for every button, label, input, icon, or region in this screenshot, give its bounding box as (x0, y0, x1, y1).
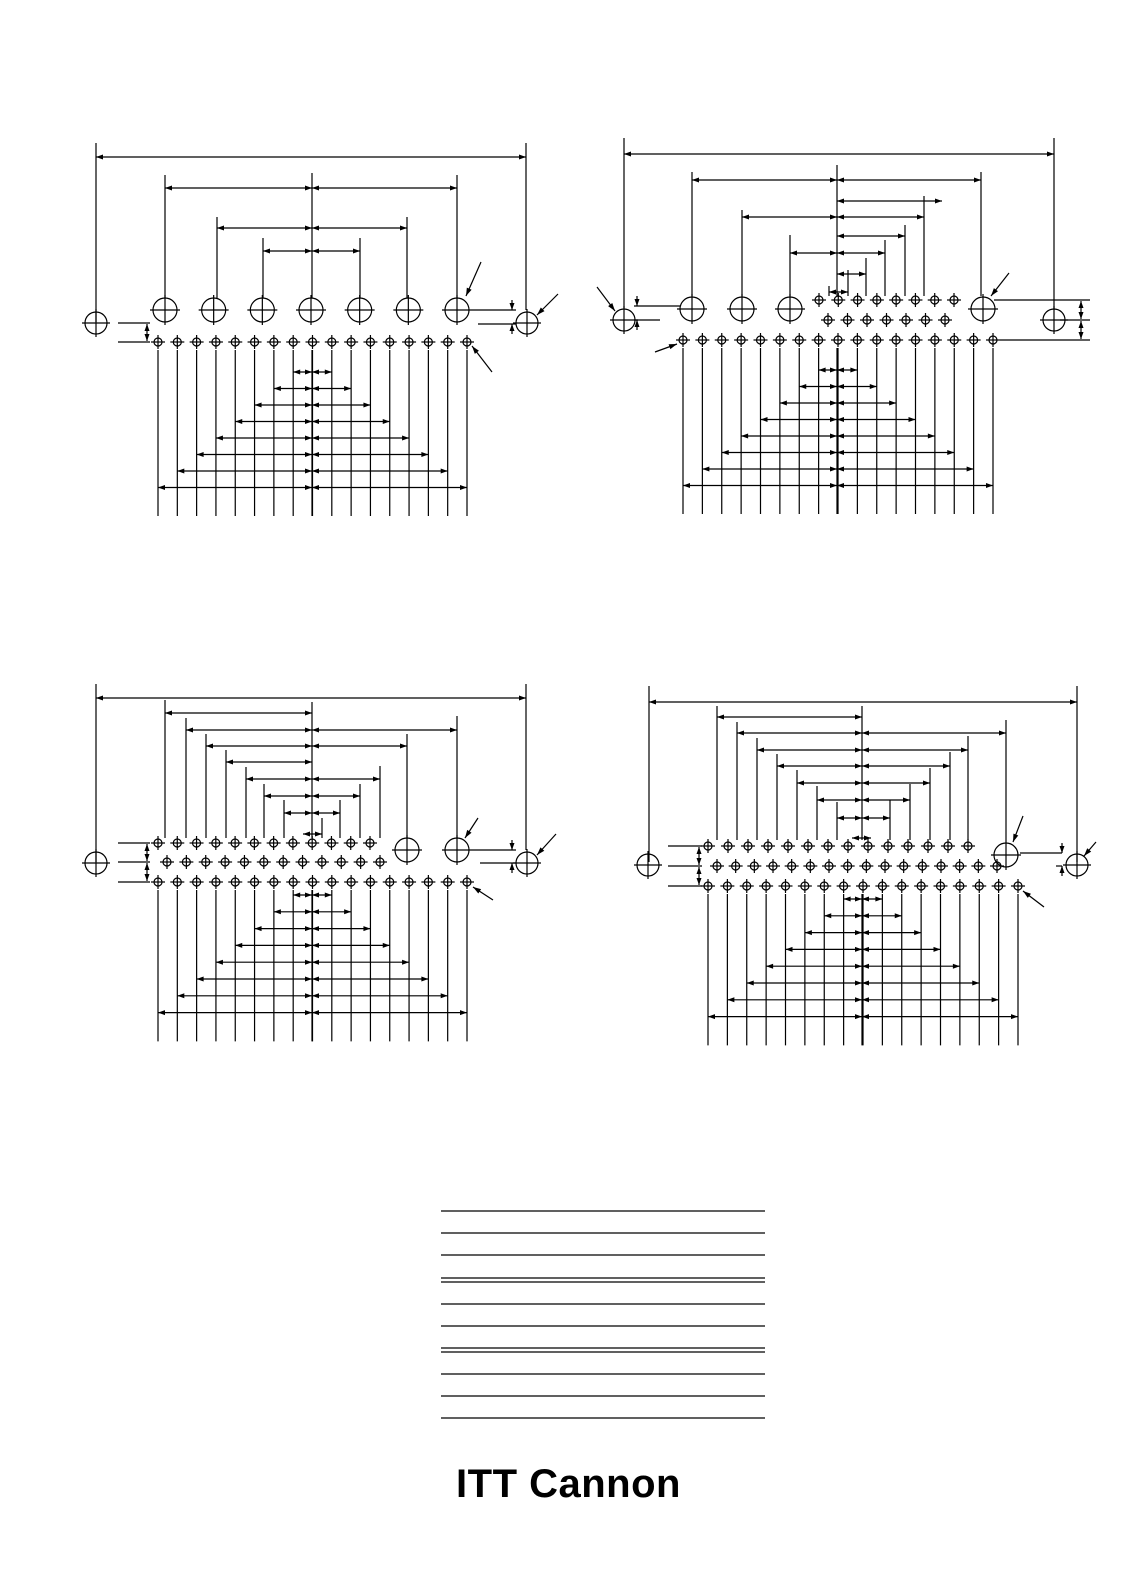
small-contact-a3 (851, 293, 865, 307)
small-contact-3 (190, 335, 204, 349)
small-contact-a7 (928, 293, 942, 307)
contact-row3-8 (837, 879, 851, 893)
contact-row3-5 (228, 875, 242, 889)
small-contact-c16 (967, 333, 981, 347)
contact-row3-2 (720, 879, 734, 893)
contact-row2-11 (354, 855, 368, 869)
small-contact-c14 (928, 333, 942, 347)
contact-row1-6 (801, 839, 815, 853)
contact-row2-16 (990, 859, 1004, 873)
large-contact-5 (345, 295, 375, 325)
vertical-dimension (145, 863, 150, 881)
row-spacing-dimension (145, 324, 150, 341)
contact-row2-9 (859, 859, 873, 873)
contact-row1-2 (721, 839, 735, 853)
contact-row2-4 (218, 855, 232, 869)
small-contact-c7 (792, 333, 806, 347)
large-contact-1 (150, 295, 180, 325)
small-contact-a2 (831, 293, 845, 307)
contact-row3-14 (953, 879, 967, 893)
contact-row3-1 (701, 879, 715, 893)
contact-row3-3 (190, 875, 204, 889)
contact-row2-14 (953, 859, 967, 873)
dimension-line (165, 711, 312, 716)
small-contact-b7 (938, 313, 952, 327)
small-contact-14 (402, 335, 416, 349)
leader-arrow (597, 287, 615, 311)
small-contact-c8 (812, 333, 826, 347)
small-contact-9 (306, 335, 320, 349)
small-contact-11 (344, 335, 358, 349)
small-contact-6 (248, 335, 262, 349)
contact-row3-3 (740, 879, 754, 893)
small-contact-c9 (831, 333, 845, 347)
contact-row3-14 (402, 875, 416, 889)
contact-row3-15 (421, 875, 435, 889)
small-contact-5 (228, 335, 242, 349)
large-contact-7 (442, 295, 472, 325)
overall-dimension (96, 696, 526, 701)
small-contact-b6 (919, 313, 933, 327)
contact-row1-12 (921, 839, 935, 853)
overall-dimension (624, 152, 1054, 157)
small-contact-16 (441, 335, 455, 349)
contact-row3-5 (779, 879, 793, 893)
contact-row3-13 (934, 879, 948, 893)
contact-row1-9 (861, 839, 875, 853)
small-contact-10 (325, 335, 339, 349)
dimension-line (837, 234, 905, 239)
vertical-dimension (697, 867, 702, 885)
contact-row1-9 (305, 836, 319, 850)
small-contact-a4 (870, 293, 884, 307)
contact-row3-12 (363, 875, 377, 889)
contact-row1-6 (247, 836, 261, 850)
leader-arrow (1023, 891, 1044, 907)
contact-row2-10 (878, 859, 892, 873)
contact-row3-12 (914, 879, 928, 893)
contact-row3-9 (306, 875, 320, 889)
large-contact-4 (296, 295, 326, 325)
large-contact-3 (775, 294, 805, 324)
contact-row2-12 (373, 855, 387, 869)
contact-row1-5 (228, 836, 242, 850)
large-contact-2 (442, 835, 472, 865)
contact-row3-6 (248, 875, 262, 889)
dimension-line (206, 744, 407, 749)
leader-arrow (655, 344, 677, 352)
contact-row1-8 (286, 836, 300, 850)
small-contact-b5 (899, 313, 913, 327)
small-contact-b3 (860, 313, 874, 327)
small-contact-13 (383, 335, 397, 349)
layout-bottom-right (634, 686, 1096, 1045)
contact-row3-1 (151, 875, 165, 889)
contact-row3-16 (441, 875, 455, 889)
contact-row1-13 (941, 839, 955, 853)
small-contact-b1 (821, 313, 835, 327)
contact-row1-7 (821, 839, 835, 853)
contact-row1-7 (267, 836, 281, 850)
layout-top-right (597, 138, 1090, 514)
contact-row3-9 (856, 879, 870, 893)
vertical-dimension (145, 844, 150, 861)
contact-row1-4 (761, 839, 775, 853)
small-contact-4 (209, 335, 223, 349)
contact-row1-2 (170, 836, 184, 850)
small-contact-15 (421, 335, 435, 349)
contact-row3-8 (286, 875, 300, 889)
layout-top-left (82, 143, 558, 516)
small-contact-c4 (734, 333, 748, 347)
contact-row2-7 (276, 855, 290, 869)
small-contact-c10 (850, 333, 864, 347)
small-contact-a6 (908, 293, 922, 307)
small-contact-2 (170, 335, 184, 349)
small-contact-c2 (695, 333, 709, 347)
contact-row3-10 (875, 879, 889, 893)
dimension-line (777, 764, 950, 769)
contact-row2-8 (296, 855, 310, 869)
contact-row2-3 (747, 859, 761, 873)
small-contact-17 (460, 335, 474, 349)
small-contact-7 (267, 335, 281, 349)
dimension-line (186, 728, 457, 733)
mounting-hole-right (1063, 851, 1091, 879)
leader-arrow (465, 818, 478, 838)
contact-row1-11 (901, 839, 915, 853)
large-contact-2 (727, 294, 757, 324)
mounting-hole-left (634, 851, 662, 879)
contact-row2-1 (160, 855, 174, 869)
contact-row2-6 (257, 855, 271, 869)
small-contact-a5 (889, 293, 903, 307)
dimension-line (717, 715, 862, 720)
dimension-line (165, 186, 457, 191)
small-contact-c11 (870, 333, 884, 347)
contact-row2-6 (803, 859, 817, 873)
contact-row2-1 (710, 859, 724, 873)
contact-row3-17 (460, 875, 474, 889)
overall-dimension (649, 700, 1077, 705)
vertical-dimension (1079, 321, 1084, 339)
dimension-line (837, 272, 866, 277)
contact-row2-12 (915, 859, 929, 873)
leader-arrow (466, 262, 481, 296)
leader-arrow (537, 294, 558, 315)
contact-row2-5 (785, 859, 799, 873)
contact-row1-14 (961, 839, 975, 853)
contact-row3-2 (170, 875, 184, 889)
contact-row3-7 (817, 879, 831, 893)
small-contact-c17 (986, 333, 1000, 347)
contact-row2-4 (766, 859, 780, 873)
contact-row1-4 (209, 836, 223, 850)
contact-row1-10 (881, 839, 895, 853)
contact-row2-9 (315, 855, 329, 869)
contact-row2-13 (934, 859, 948, 873)
dimension-line (226, 760, 312, 765)
small-contact-c1 (676, 333, 690, 347)
contact-row2-5 (237, 855, 251, 869)
small-contact-b4 (880, 313, 894, 327)
contact-row1-12 (363, 836, 377, 850)
small-contact-a8 (947, 293, 961, 307)
leader-arrow (1084, 842, 1096, 856)
contact-row2-8 (841, 859, 855, 873)
contact-row2-2 (729, 859, 743, 873)
contact-row3-13 (383, 875, 397, 889)
small-contact-c15 (947, 333, 961, 347)
contact-row3-4 (759, 879, 773, 893)
small-contact-c3 (715, 333, 729, 347)
layout-bottom-left (82, 684, 556, 1041)
dimension-line (742, 215, 924, 220)
itt-cannon-logo: ITT Cannon (456, 1462, 681, 1506)
contact-row3-6 (798, 879, 812, 893)
contact-row3-16 (992, 879, 1006, 893)
leader-arrow (1013, 816, 1023, 842)
small-contact-c13 (909, 333, 923, 347)
contact-row1-10 (324, 836, 338, 850)
mounting-hole-left (82, 309, 110, 337)
contact-row3-17 (1011, 879, 1025, 893)
dimension-line (817, 798, 910, 803)
contact-row1-1 (701, 839, 715, 853)
dimension-line (837, 816, 890, 821)
small-contact-c5 (754, 333, 768, 347)
small-contact-c12 (889, 333, 903, 347)
contact-row3-11 (895, 879, 909, 893)
contact-row2-15 (971, 859, 985, 873)
small-contact-1 (151, 335, 165, 349)
large-contact-3 (247, 295, 277, 325)
contact-row2-11 (897, 859, 911, 873)
vertical-dimension (1079, 301, 1084, 319)
large-contact-1 (392, 835, 422, 865)
contact-row2-2 (179, 855, 193, 869)
overall-dimension (96, 155, 526, 160)
contact-row3-10 (325, 875, 339, 889)
large-contact-4 (968, 294, 998, 324)
contact-row1-5 (781, 839, 795, 853)
spec-table (441, 1211, 765, 1418)
contact-row1-11 (344, 836, 358, 850)
leader-arrow (472, 346, 492, 372)
contact-row2-10 (334, 855, 348, 869)
contact-row2-3 (199, 855, 213, 869)
small-contact-a1 (812, 293, 826, 307)
dimension-line (837, 199, 942, 204)
contact-row3-15 (972, 879, 986, 893)
leader-arrow (537, 834, 556, 855)
mounting-hole-right (513, 309, 541, 337)
small-contact-12 (363, 335, 377, 349)
small-contact-8 (286, 335, 300, 349)
large-contact-1 (677, 294, 707, 324)
leader-arrow (473, 887, 493, 900)
mounting-hole-left (82, 849, 110, 877)
leader-arrow (991, 273, 1009, 296)
contact-row3-4 (209, 875, 223, 889)
dimension-line (246, 777, 380, 782)
contact-row1-3 (741, 839, 755, 853)
mounting-hole-right (513, 849, 541, 877)
contact-row1-1 (151, 836, 165, 850)
vertical-dimension (697, 847, 702, 865)
dimension-line (737, 731, 1006, 736)
large-contact-6 (393, 295, 423, 325)
small-contact-b2 (841, 313, 855, 327)
contact-row3-11 (344, 875, 358, 889)
large-contact-2 (199, 295, 229, 325)
contact-row1-3 (190, 836, 204, 850)
small-contact-c6 (773, 333, 787, 347)
contact-row1-8 (841, 839, 855, 853)
contact-row3-7 (267, 875, 281, 889)
contact-row2-7 (822, 859, 836, 873)
